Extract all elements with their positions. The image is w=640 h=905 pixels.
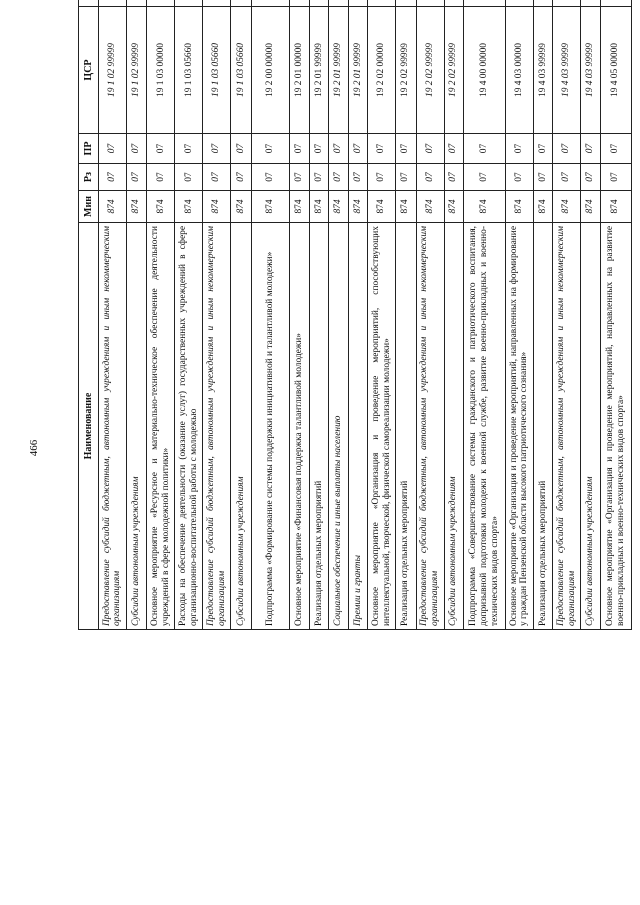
- row-name: Социальное обеспечение и иные выплаты населению: [329, 223, 348, 630]
- table-row: [600, 0, 631, 630]
- budget-table: [78, 0, 632, 630]
- row-rz: 07: [126, 164, 146, 191]
- row-name: Субсидии автономным учреждениям: [231, 223, 251, 630]
- row-pr: 07: [553, 134, 581, 164]
- table-row: [175, 0, 203, 630]
- row-name: Реализация отдельных мероприятий: [309, 223, 328, 630]
- row-min: 874: [553, 191, 581, 223]
- row-vr: [289, 0, 309, 7]
- row-vr: [348, 0, 367, 7]
- row-pr: 07: [463, 134, 505, 164]
- row-name: Субсидии автономным учреждениям: [444, 223, 463, 630]
- row-rz: 07: [416, 164, 444, 191]
- row-csr: 19 2 02 99999: [416, 7, 444, 134]
- row-vr: [416, 0, 444, 7]
- row-csr: 19 1 02 99999: [99, 7, 127, 134]
- table-header-row: [79, 0, 99, 630]
- table-row: [329, 0, 348, 630]
- row-name: Подпрограмма «Формирование системы поддержки инициативной и талантливой молодежи»: [251, 223, 289, 630]
- row-csr: 19 2 02 99999: [396, 7, 416, 134]
- row-min: 874: [600, 191, 631, 223]
- row-vr: [309, 0, 328, 7]
- row-rz: 07: [231, 164, 251, 191]
- row-pr: 07: [533, 134, 552, 164]
- row-rz: 07: [581, 164, 600, 191]
- row-vr: [463, 0, 505, 7]
- table-row: [533, 0, 552, 630]
- row-name: Субсидии автономным учреждениям: [581, 223, 600, 630]
- row-vr: [203, 0, 231, 7]
- row-name: Основное мероприятие «Финансовая поддержка талантливой молодежи»: [289, 223, 309, 630]
- row-name: Предоставление субсидий бюджетным, автономным учреждениям и иным некоммерческим организациям: [203, 223, 231, 630]
- header-vr: [79, 0, 99, 7]
- row-pr: 07: [505, 134, 533, 164]
- row-rz: 07: [505, 164, 533, 191]
- row-vr: [231, 0, 251, 7]
- row-pr: 07: [309, 134, 328, 164]
- row-csr: 19 2 00 00000: [251, 7, 289, 134]
- page-number-text: 466: [28, 439, 40, 457]
- row-pr: 07: [416, 134, 444, 164]
- row-min: 874: [99, 191, 127, 223]
- row-csr: 19 4 03 99999: [553, 7, 581, 134]
- row-rz: 07: [348, 164, 367, 191]
- table-row: [99, 0, 127, 630]
- row-name: Предоставление субсидий бюджетным, автономным учреждениям и иным некоммерческим организациям: [99, 223, 127, 630]
- table-row: [251, 0, 289, 630]
- table-row: [505, 0, 533, 630]
- row-min: 874: [444, 191, 463, 223]
- row-min: 874: [463, 191, 505, 223]
- row-pr: 07: [444, 134, 463, 164]
- row-min: 874: [175, 191, 203, 223]
- row-csr: 19 4 03 99999: [533, 7, 552, 134]
- table-row: [147, 0, 175, 630]
- row-min: 874: [289, 191, 309, 223]
- row-rz: 07: [368, 164, 396, 191]
- row-pr: 07: [203, 134, 231, 164]
- table-row: [289, 0, 309, 630]
- row-pr: 07: [348, 134, 367, 164]
- row-csr: 19 1 03 05660: [203, 7, 231, 134]
- row-rz: 07: [444, 164, 463, 191]
- row-min: 874: [203, 191, 231, 223]
- row-csr: 19 2 01 99999: [329, 7, 348, 134]
- row-csr: 19 1 03 05660: [175, 7, 203, 134]
- row-rz: 07: [309, 164, 328, 191]
- row-pr: 07: [329, 134, 348, 164]
- row-min: 874: [533, 191, 552, 223]
- row-vr: [600, 0, 631, 7]
- row-csr: 19 1 03 00000: [147, 7, 175, 134]
- row-min: 874: [368, 191, 396, 223]
- row-pr: 07: [147, 134, 175, 164]
- row-pr: 07: [175, 134, 203, 164]
- row-rz: 07: [553, 164, 581, 191]
- row-rz: 07: [251, 164, 289, 191]
- row-name: Реализация отдельных мероприятий: [396, 223, 416, 630]
- table-row: [203, 0, 231, 630]
- row-pr: 07: [600, 134, 631, 164]
- table-row: [309, 0, 328, 630]
- row-min: 874: [505, 191, 533, 223]
- table-row: [416, 0, 444, 630]
- row-name: Основное мероприятие «Ресурсное и материально-техническое обеспечение деятельности учреждений в сфере молодежной политики»: [147, 223, 175, 630]
- row-pr: 07: [289, 134, 309, 164]
- row-csr: 19 4 05 00000: [600, 7, 631, 134]
- row-rz: 07: [396, 164, 416, 191]
- row-csr: 19 4 03 00000: [505, 7, 533, 134]
- page-number: [28, 439, 44, 458]
- table-row: [368, 0, 396, 630]
- row-csr: 19 4 03 99999: [581, 7, 600, 134]
- row-rz: 07: [175, 164, 203, 191]
- row-name: Подпрограмма «Совершенствование системы гражданского и патриотического воспитания, допризывной подготовки молодежи к военной службе, развитие военно-прикладных и военно-технических видов спорта»: [463, 223, 505, 630]
- table-row: [463, 0, 505, 630]
- row-rz: 07: [99, 164, 127, 191]
- row-min: 874: [231, 191, 251, 223]
- table-row: [348, 0, 367, 630]
- row-min: 874: [416, 191, 444, 223]
- row-vr: [126, 0, 146, 7]
- row-min: 874: [147, 191, 175, 223]
- row-vr: [99, 0, 127, 7]
- row-rz: 07: [203, 164, 231, 191]
- row-vr: [329, 0, 348, 7]
- row-name: Основное мероприятие «Организация и проведение мероприятий, направленных на формирование у граждан Пензенской области высокого патриотического сознания»: [505, 223, 533, 630]
- row-vr: [147, 0, 175, 7]
- row-min: 874: [581, 191, 600, 223]
- row-rz: 07: [147, 164, 175, 191]
- row-rz: 07: [600, 164, 631, 191]
- header-rz: Рз: [79, 164, 99, 191]
- row-rz: 07: [329, 164, 348, 191]
- table-row: [231, 0, 251, 630]
- table-row: [126, 0, 146, 630]
- row-name: Субсидии автономным учреждениям: [126, 223, 146, 630]
- row-min: 874: [251, 191, 289, 223]
- row-vr: [396, 0, 416, 7]
- row-vr: [175, 0, 203, 7]
- row-name: Основное мероприятие «Организация и проведение мероприятий, способствующих интеллектуальной, творческой, физической самореализации молодежи»: [368, 223, 396, 630]
- row-csr: 19 2 01 99999: [309, 7, 328, 134]
- row-csr: 19 2 02 00000: [368, 7, 396, 134]
- row-vr: [581, 0, 600, 7]
- row-rz: 07: [463, 164, 505, 191]
- row-csr: 19 4 00 00000: [463, 7, 505, 134]
- row-csr: 19 2 02 99999: [444, 7, 463, 134]
- row-csr: 19 1 02 99999: [126, 7, 146, 134]
- row-csr: 19 1 03 05660: [231, 7, 251, 134]
- header-csr: ЦСР: [79, 7, 99, 134]
- row-min: 874: [329, 191, 348, 223]
- row-name: Предоставление субсидий бюджетным, автономным учреждениям и иным некоммерческим организациям: [553, 223, 581, 630]
- header-name: Наименование: [79, 223, 99, 630]
- row-vr: [553, 0, 581, 7]
- row-name: Премии и гранты: [348, 223, 367, 630]
- table-row: [444, 0, 463, 630]
- row-min: 874: [126, 191, 146, 223]
- header-pr: ПР: [79, 134, 99, 164]
- row-pr: 07: [126, 134, 146, 164]
- row-pr: 07: [581, 134, 600, 164]
- row-csr: 19 2 01 00000: [289, 7, 309, 134]
- row-min: 874: [396, 191, 416, 223]
- row-min: 874: [348, 191, 367, 223]
- row-rz: 07: [289, 164, 309, 191]
- row-vr: [368, 0, 396, 7]
- row-name: Предоставление субсидий бюджетным, автономным учреждениям и иным некоммерческим организациям: [416, 223, 444, 630]
- table-row: [581, 0, 600, 630]
- row-name: Реализация отдельных мероприятий: [533, 223, 552, 630]
- row-name: Расходы на обеспечение деятельности (оказание услуг) государственных учреждений в сфере организационно-воспитательной работы с молодежью: [175, 223, 203, 630]
- row-pr: 07: [368, 134, 396, 164]
- row-vr: [444, 0, 463, 7]
- row-vr: [251, 0, 289, 7]
- table-row: [396, 0, 416, 630]
- row-csr: 19 2 01 99999: [348, 7, 367, 134]
- row-name: Основное мероприятие «Организация и проведение мероприятий, направленных на развитие военно-прикладных и военно-технических видов спорта»: [600, 223, 631, 630]
- budget-table-container: [78, 43, 632, 821]
- row-rz: 07: [533, 164, 552, 191]
- row-vr: [505, 0, 533, 7]
- row-min: 874: [309, 191, 328, 223]
- row-vr: [533, 0, 552, 7]
- table-row: [553, 0, 581, 630]
- row-pr: 07: [396, 134, 416, 164]
- row-pr: 07: [251, 134, 289, 164]
- row-pr: 07: [231, 134, 251, 164]
- row-pr: 07: [99, 134, 127, 164]
- header-min: Мин: [79, 191, 99, 223]
